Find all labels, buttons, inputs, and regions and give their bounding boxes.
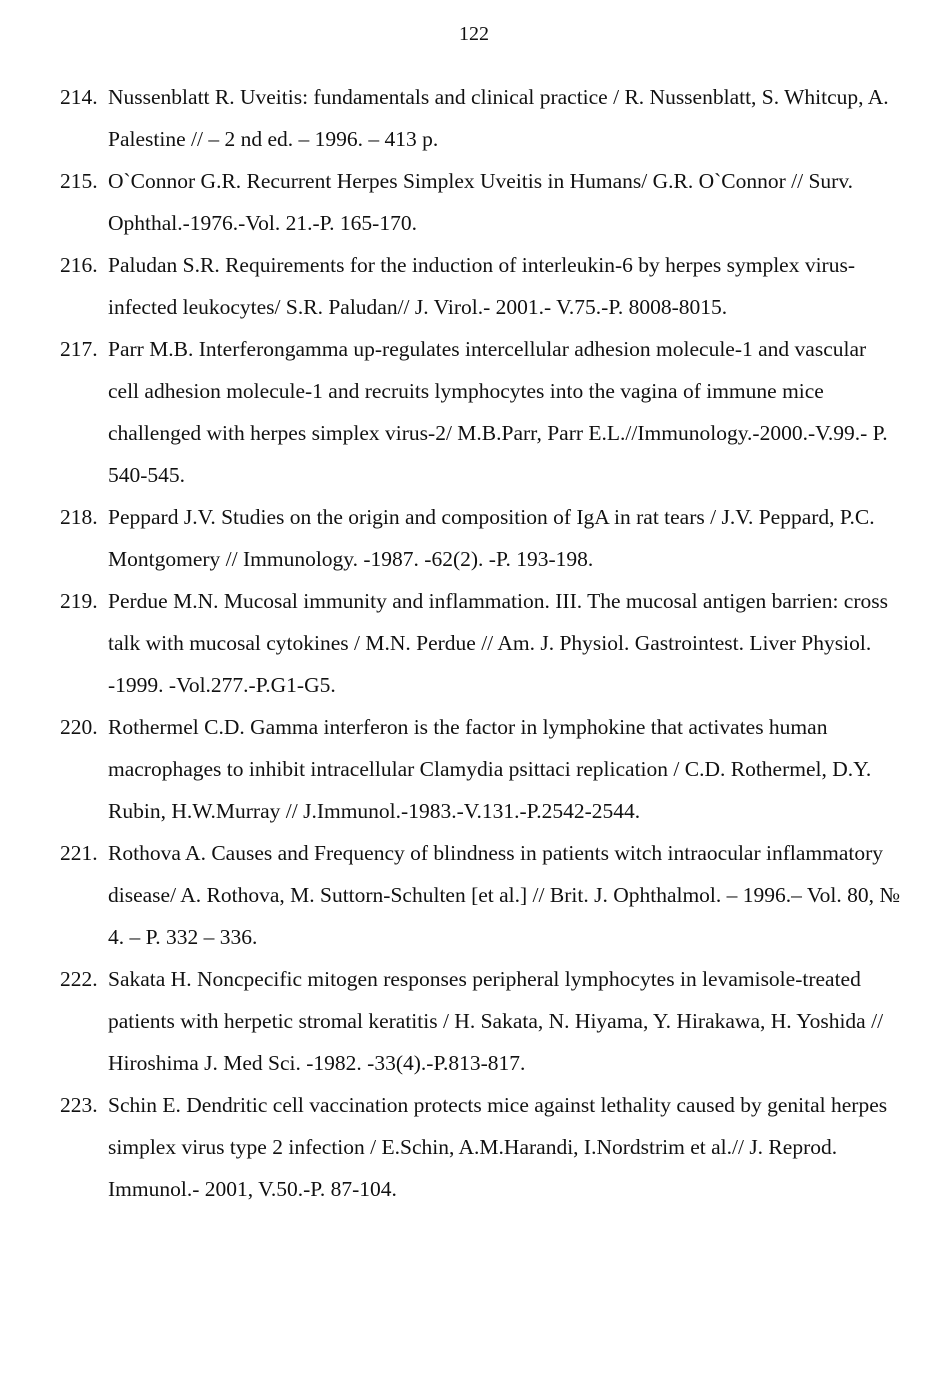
reference-number: 215.	[60, 169, 98, 193]
reference-number: 214.	[60, 85, 98, 109]
reference-list	[60, 76, 900, 1210]
reference-text: Nussenblatt R. Uveitis: fundamentals and clinical practice / R. Nussenblatt, S. Whitcup, A. Palestine // – 2 nd ed. – 1996. – 413 p.	[108, 85, 889, 151]
reference-number: 220.	[60, 715, 98, 739]
reference-number: 219.	[60, 589, 98, 613]
reference-entry	[60, 76, 900, 160]
reference-entry	[60, 706, 900, 832]
reference-text: Parr M.B. Interferongamma up-regulates intercellular adhesion molecule-1 and vascular cell adhesion molecule-1 and recruits lymphocytes into the vagina of immune mice challenged with herpes simplex virus-2/ M.B.Parr, Parr E.L.//Immunology.-2000.-V.99.- P. 540-545.	[108, 337, 888, 487]
reference-text: Schin E. Dendritic cell vaccination protects mice against lethality caused by genital herpes simplex virus type 2 infection / E.Schin, A.M.Harandi, I.Nordstrim et al.// J. Reprod. Immunol.- 2001, V.50.-P. 87-104.	[108, 1093, 888, 1201]
reference-text: Rothova A. Causes and Frequency of blindness in patients witch intraocular inflammatory disease/ A. Rothova, M. Suttorn-Schulten [et al.] // Brit. J. Ophthalmol. – 1996.– Vol. 80, № 4. – P. 332 – 336.	[108, 841, 900, 949]
reference-entry	[60, 958, 900, 1084]
reference-number: 223.	[60, 1093, 98, 1117]
reference-text: Paludan S.R. Requirements for the induction of interleukin-6 by herpes symplex virus- infected leukocytes/ S.R. Paludan// J. Virol.- 2001.- V.75.-P. 8008-8015.	[108, 253, 855, 319]
reference-entry	[60, 832, 900, 958]
reference-entry	[60, 1084, 900, 1210]
reference-text: Perdue M.N. Mucosal immunity and inflammation. III. The mucosal antigen barrien: cross talk with mucosal cytokines / M.N. Perdue // Am. J. Physiol. Gastrointest. Liver Physiol. -1999. -Vol.277.-P.G1-G5.	[108, 589, 888, 697]
reference-text: Rothermel C.D. Gamma interferon is the factor in lymphokine that activates human macrophages to inhibit intracellular Clamydia psittaci replication / C.D. Rothermel, D.Y. Rubin, H.W.Murray // J.Immunol.-1983.-V.131.-P.2542-2544.	[108, 715, 872, 823]
reference-number: 222.	[60, 967, 98, 991]
reference-text: Sakata H. Noncpecific mitogen responses peripheral lymphocytes in levamisole-treated patients with herpetic stromal keratitis / H. Sakata, N. Hiyama, Y. Hirakawa, H. Yoshida // Hiroshima J. Med Sci. -1982. -33(4).-P.813-817.	[108, 967, 884, 1075]
reference-number: 221.	[60, 841, 98, 865]
reference-entry	[60, 328, 900, 496]
reference-entry	[60, 580, 900, 706]
reference-text: O`Connor G.R. Recurrent Herpes Simplex Uveitis in Humans/ G.R. O`Connor // Surv. Ophthal.-1976.-Vol. 21.-P. 165-170.	[108, 169, 854, 235]
reference-number: 218.	[60, 505, 98, 529]
reference-entry	[60, 244, 900, 328]
reference-number: 216.	[60, 253, 98, 277]
reference-entry	[60, 496, 900, 580]
reference-number: 217.	[60, 337, 98, 361]
reference-entry	[60, 160, 900, 244]
reference-text: Peppard J.V. Studies on the origin and composition of IgA in rat tears / J.V. Peppard, P.C. Montgomery // Immunology. -1987. -62(2). -P. 193-198.	[108, 505, 875, 571]
page-number: 122	[459, 23, 489, 45]
